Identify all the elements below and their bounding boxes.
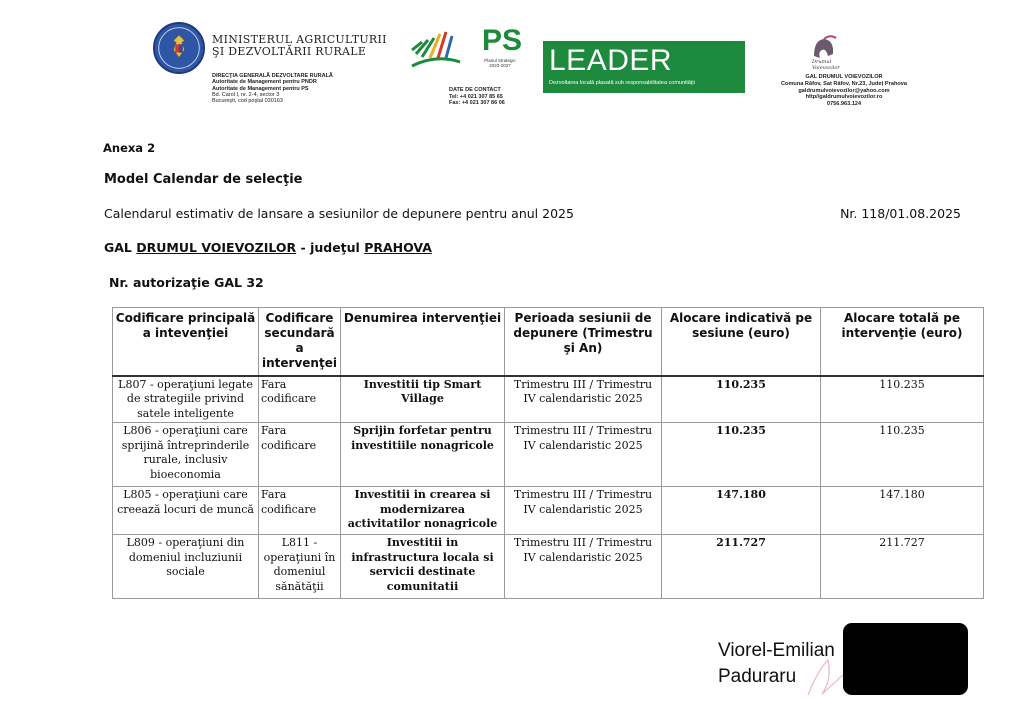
calendar-table: [112, 307, 984, 599]
table-row: [113, 376, 984, 423]
gal-county: PRAHOVA: [364, 240, 432, 255]
gal-line: GAL DRUMUL VOIEVOZILOR - judeţul PRAHOVA: [104, 240, 432, 255]
column-header: Alocare indicativă pe sesiune (euro): [662, 308, 821, 376]
column-header: Codificare principală a intevenţiei: [113, 308, 259, 376]
table-header-row: [113, 308, 984, 376]
cell-alloc-session: 110.235: [662, 423, 821, 487]
table-row: [113, 423, 984, 487]
cell-alloc-session: 211.727: [662, 535, 821, 599]
ministry-emblem-logo: [153, 22, 205, 74]
leader-title: LEADER: [549, 44, 673, 77]
cell-code-secondary: Fara codificare: [259, 423, 341, 487]
cell-code-main: L806 - operaţiuni care sprijină întreprinderile rurale, inclusiv bioeconomia: [113, 423, 259, 487]
signatory-name: Viorel-Emilian Paduraru: [718, 640, 835, 687]
cell-period: Trimestru III / Trimestru IV calendaristic 2025: [505, 423, 662, 487]
cell-name: Sprijin forfetar pentru investitiile nonagricole: [341, 423, 505, 487]
redaction-box: [843, 623, 968, 695]
cell-code-main: L809 - operaţiuni din domeniul incluziunii sociale: [113, 535, 259, 599]
cell-alloc-total: 147.180: [821, 487, 984, 535]
cell-code-secondary: L811 - operaţiuni în domeniul sănătăţii: [259, 535, 341, 599]
document-number: Nr. 118/01.08.2025: [840, 206, 961, 221]
cell-period: Trimestru III / Trimestru IV calendaristic 2025: [505, 376, 662, 423]
cell-period: Trimestru III / Trimestru IV calendaristic 2025: [505, 535, 662, 599]
gal-name: DRUMUL VOIEVOZILOR: [136, 240, 297, 255]
cell-alloc-total: 110.235: [821, 376, 984, 423]
column-header: Alocare totală pe intervenţie (euro): [821, 308, 984, 376]
cell-code-secondary: Fara codificare: [259, 487, 341, 535]
ministry-details: DIRECŢIA GENERALĂ DEZVOLTARE RURALĂ Autoritate de Management pentru PNDR Autoritate de Management pentru PS Bd. Carol I, nr. 2-4, sector 3 Bucureşti, cod poştal 030163: [212, 73, 333, 105]
authorization-number: Nr. autorizaţie GAL 32: [109, 275, 264, 290]
ministry-name: MINISTERUL AGRICULTURII ŞI DEZVOLTĂRII RURALE: [212, 33, 387, 58]
column-header: Denumirea intervenţiei: [341, 308, 505, 376]
cell-alloc-session: 110.235: [662, 376, 821, 423]
cell-period: Trimestru III / Trimestru IV calendaristic 2025: [505, 487, 662, 535]
cell-alloc-session: 147.180: [662, 487, 821, 535]
gal-logo-text: Drumul Voievozilor: [812, 59, 840, 71]
cell-name: Investitii tip Smart Village: [341, 376, 505, 423]
calendar-title: Calendarul estimativ de lansare a sesiunilor de depunere pentru anul 2025: [104, 206, 574, 221]
contact-details: DATE DE CONTACT Tel: +4 021 307 85 65 Fax: +4 021 307 86 06: [449, 87, 505, 106]
annex-label: Anexa 2: [103, 141, 156, 155]
cell-alloc-total: 110.235: [821, 423, 984, 487]
gal-contact: GAL DRUMUL VOIEVOZILOR Comuna Râfov, Sat Râfov, Nr.23, Județ Prahova galdrumulvoievozilor@yahoo.com http//galdrumulvoievozilor.ro 0756.963.124: [781, 74, 907, 108]
cell-name: Investitii in infrastructura locala si servicii destinate comunitatii: [341, 535, 505, 599]
cell-code-main: L807 - operaţiuni legate de strategiile privind satele inteligente: [113, 376, 259, 423]
cell-alloc-total: 211.727: [821, 535, 984, 599]
column-header: Perioada sesiunii de depunere (Trimestru şi An): [505, 308, 662, 376]
table-row: [113, 535, 984, 599]
leader-subtitle: Dezvoltarea locală plasată sub responsabilitatea comunităţii: [549, 80, 695, 86]
table-row: [113, 487, 984, 535]
cell-code-main: L805 - operaţiuni care creează locuri de muncă: [113, 487, 259, 535]
cell-name: Investitii in crearea si modernizarea activitatilor nonagricole: [341, 487, 505, 535]
column-header: Codificare secundară a intervenţei: [259, 308, 341, 376]
ps-logo-subtitle: Planul Strategic 2023-2027: [484, 58, 516, 68]
model-title: Model Calendar de selecţie: [104, 172, 303, 187]
cell-code-secondary: Fara codificare: [259, 376, 341, 423]
ps-logo-text: PS: [482, 24, 523, 57]
ps-stripes-icon: [410, 28, 462, 70]
